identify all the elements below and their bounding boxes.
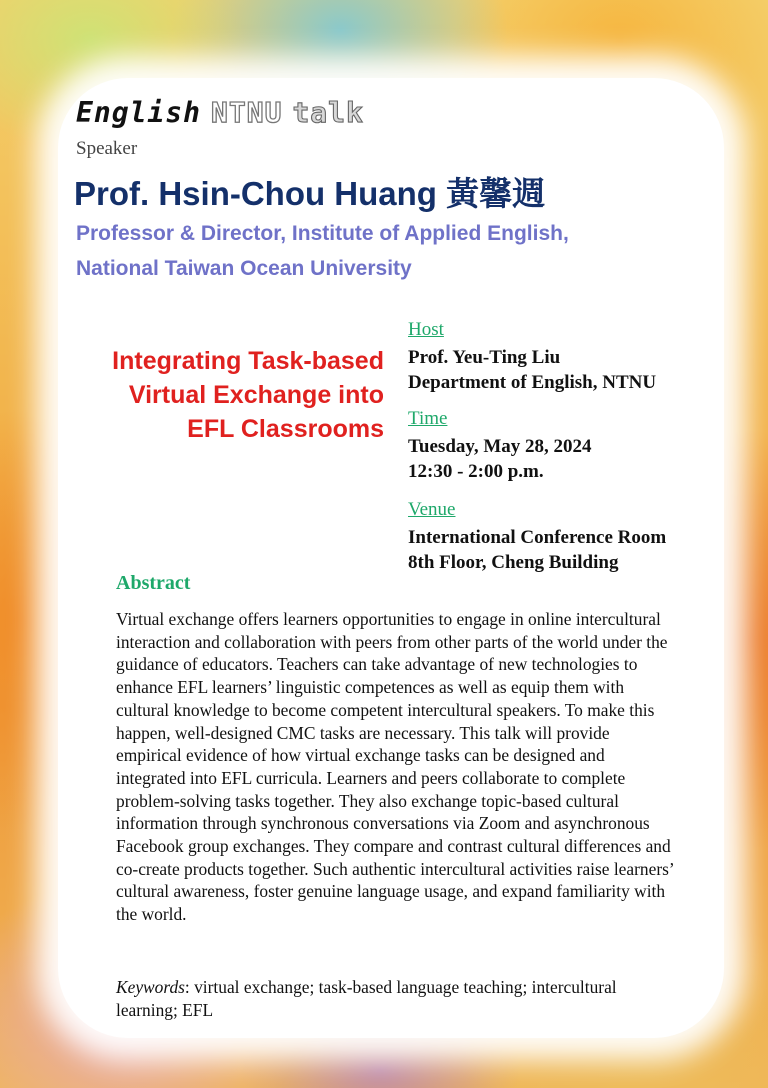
abstract-body: Virtual exchange offers learners opportunities to engage in online intercultural interaction and collaboration with peers from other parts of the world under the guidance of educators. Teachers can take advantage of new technologies to enhance EFL learners’ linguistic competences as well as equip them with cultural knowledge to become competent intercultural speakers. To make this happen, well-designed CMC tasks are necessary. This talk will provide empirical evidence of how virtual exchange tasks can be designed and integrated into EFL curricula. Learners and peers collaborate to complete problem-solving tasks together. They also exchange topic-based cultural information through synchronous conversations via Zoom and asynchronous Facebook group exchanges. They compare and contrast cultural differences and co-create products together. Such authentic intercultural activities raise learners’ cultural awareness, foster genuine language usage, and expand familiarity with the world. bbox=[116, 609, 674, 925]
talk-title-line-3: EFL Classrooms bbox=[187, 415, 384, 443]
host-heading: Host bbox=[408, 319, 444, 340]
speaker-affiliation bbox=[76, 216, 696, 286]
keywords-label: Keywords bbox=[116, 977, 185, 997]
talk-title-line-1: Integrating Task-based bbox=[112, 347, 384, 375]
talk-title-line-2: Virtual Exchange into bbox=[128, 381, 384, 409]
venue-section bbox=[408, 498, 728, 575]
time-hours: 12:30 - 2:00 p.m. bbox=[408, 461, 544, 482]
keywords-text: : virtual exchange; task-based language teaching; intercultural learning; EFL bbox=[116, 977, 617, 1020]
venue-room: International Conference Room bbox=[408, 527, 667, 548]
talk-title bbox=[60, 344, 384, 446]
speaker-label: Speaker bbox=[76, 138, 138, 159]
host-section bbox=[408, 318, 728, 395]
logo-word-talk: talk bbox=[292, 96, 364, 129]
logo-word-ntnu: NTNU bbox=[211, 96, 283, 129]
speaker-name: Prof. Hsin-Chou Huang 黃馨週 bbox=[74, 175, 546, 212]
affiliation-line-2: National Taiwan Ocean University bbox=[76, 257, 412, 280]
time-section bbox=[408, 407, 728, 484]
event-series-logo bbox=[76, 96, 364, 129]
keywords bbox=[116, 976, 676, 1021]
time-date: Tuesday, May 28, 2024 bbox=[408, 436, 592, 457]
venue-building: 8th Floor, Cheng Building bbox=[408, 552, 619, 573]
host-name: Prof. Yeu-Ting Liu bbox=[408, 347, 561, 368]
abstract-heading: Abstract bbox=[116, 572, 191, 594]
affiliation-line-1: Professor & Director, Institute of Applied English, bbox=[76, 222, 569, 245]
time-heading: Time bbox=[408, 408, 448, 429]
logo-word-english: English bbox=[76, 96, 202, 129]
venue-heading: Venue bbox=[408, 499, 456, 520]
host-department: Department of English, NTNU bbox=[408, 372, 657, 393]
